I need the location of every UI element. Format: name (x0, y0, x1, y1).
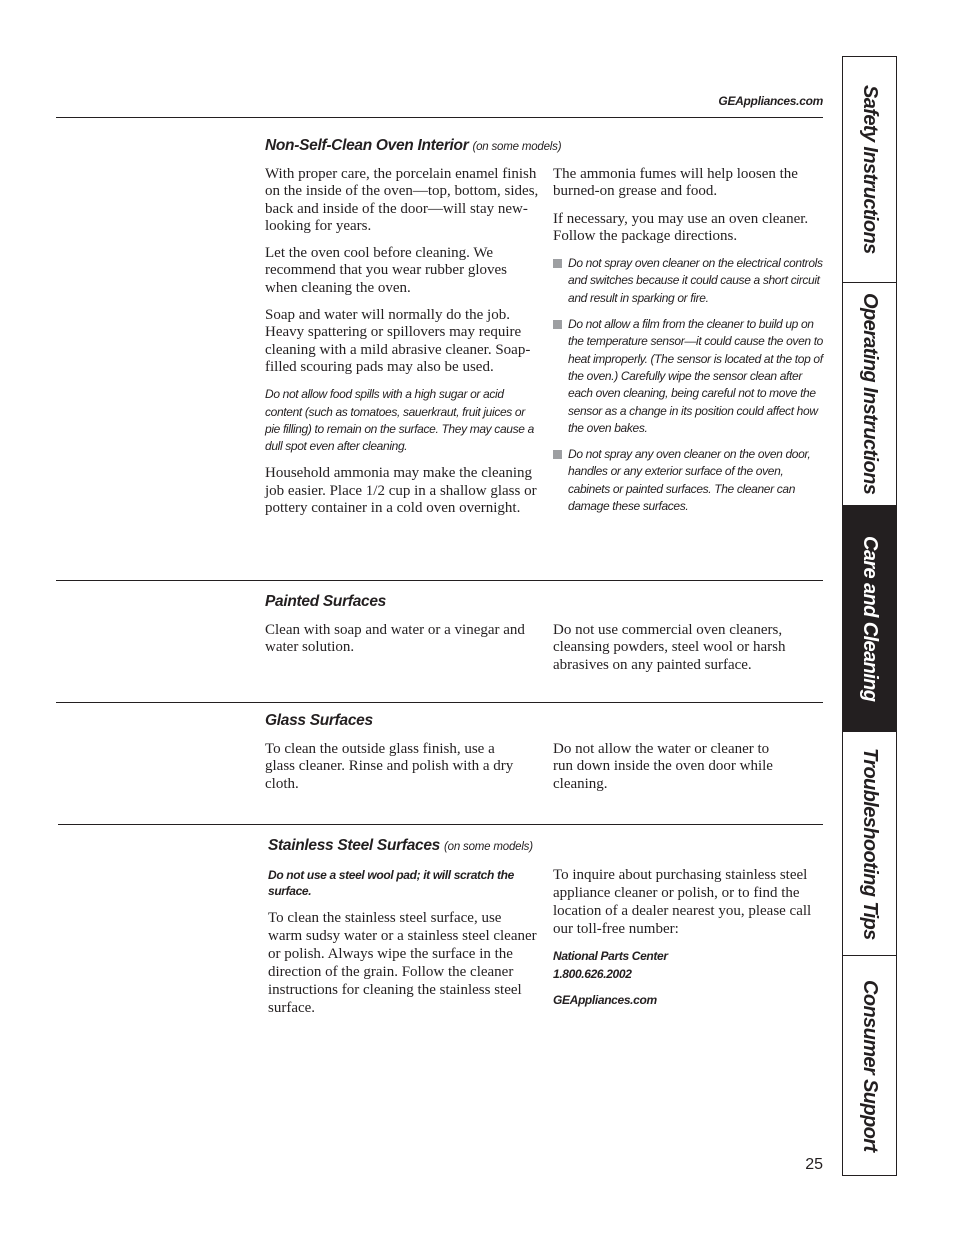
paragraph: Do not allow the water or cleaner to run down inside the oven door while cleaning. (553, 741, 773, 792)
section-title-text: Non-Self-Clean Oven Interior (265, 137, 469, 154)
painted-right-column (553, 622, 813, 684)
paragraph: To clean the outside glass finish, use a glass cleaner. Rinse and polish with a dry cloth. (265, 741, 514, 792)
square-bullet-icon (553, 259, 562, 268)
glass-left-column (265, 741, 520, 803)
tab-label: Care and Cleaning (859, 535, 881, 702)
paragraph: If necessary, you may use an oven cleaner. Follow the package directions. (553, 210, 809, 244)
glass-right-column (553, 741, 783, 803)
section-divider (56, 702, 823, 703)
section-divider (56, 117, 823, 118)
contact-website: GEAppliances.com (553, 993, 657, 1007)
tab-operating-instructions[interactable] (843, 283, 896, 506)
painted-left-column (265, 622, 533, 667)
paragraph: Clean with soap and water or a vinegar and water solution. (265, 622, 525, 656)
oven-interior-left-column (265, 166, 540, 527)
warning-text: Do not use a steel wool pad; it will scratch the surface. (268, 868, 514, 898)
stainless-left-column (268, 868, 538, 1027)
tab-label: Troubleshooting Tips (859, 747, 881, 940)
stainless-right-column (553, 866, 823, 1019)
section-title-stainless (268, 837, 533, 855)
tab-label: Safety Instructions (859, 85, 881, 254)
site-header-url: GEAppliances.com (718, 94, 823, 108)
bullet-text: Do not spray any oven cleaner on the oven door, handles or any exterior surface of the oven, cabinets or painted surfaces. The cleaner can damage these surfaces. (568, 447, 811, 514)
paragraph: Soap and water will normally do the job. Heavy spattering or spillovers may require cleaning with a mild abrasive cleaner. Soap-filled scouring pads may also be used. (265, 307, 531, 375)
bullet-item (553, 446, 825, 515)
tab-safety-instructions[interactable] (843, 57, 896, 283)
paragraph: Let the oven cool before cleaning. We recommend that you wear rubber gloves when cleaning the oven. (265, 245, 507, 296)
bullet-item (553, 316, 825, 437)
contact-phone: 1.800.626.2002 (553, 966, 632, 981)
section-tabs (842, 56, 897, 1176)
page-number: 25 (805, 1156, 823, 1173)
paragraph: To inquire about purchasing stainless steel appliance cleaner or polish, or to find the location of a dealer nearest you, please call our toll-free number: (553, 867, 812, 937)
section-title-glass: Glass Surfaces (265, 712, 373, 729)
section-title-text: Stainless Steel Surfaces (268, 837, 441, 854)
paragraph: The ammonia fumes will help loosen the burned-on grease and food. (553, 166, 798, 200)
caution-note: Do not allow food spills with a high sugar or acid content (such as tomatoes, sauerkraut, fruit juices or pie filling) to remain on the surface. They may cause a dull spot even after cleaning. (265, 387, 534, 454)
section-subtitle: (on some models) (472, 141, 562, 153)
square-bullet-icon (553, 450, 562, 459)
section-divider (58, 824, 823, 825)
oven-interior-right-column (553, 166, 825, 524)
contact-info (553, 948, 823, 983)
tab-troubleshooting-tips[interactable] (843, 732, 896, 956)
paragraph: To clean the stainless steel surface, use warm sudsy water or a stainless steel cleaner or polish. Always wipe the surface in the direction of the grain. Follow the cleaner instructions for cleaning the stainless steel surface. (268, 910, 537, 1016)
bullet-item (553, 255, 825, 307)
paragraph: Household ammonia may make the cleaning job easier. Place 1/2 cup in a shallow glass or pottery container in a cold oven overnight. (265, 465, 537, 517)
section-title-painted: Painted Surfaces (265, 593, 386, 610)
contact-name: National Parts Center (553, 949, 668, 963)
tab-label: Consumer Support (859, 979, 881, 1152)
bullet-text: Do not allow a film from the cleaner to build up on the temperature sensor—it could cause the oven to heat improperly. (The sensor is located at the top of the oven.) Carefully wipe the sensor clean after each oven cleaning, being careful not to move the sensor as a change in its position could affect how the oven bakes. (568, 317, 824, 435)
section-divider (56, 580, 823, 581)
tab-consumer-support[interactable] (843, 956, 896, 1175)
section-subtitle: (on some models) (444, 841, 533, 853)
tab-care-and-cleaning[interactable] (843, 506, 896, 732)
square-bullet-icon (553, 320, 562, 329)
paragraph: With proper care, the porcelain enamel finish on the inside of the oven—top, bottom, sides, back and inside of the door—will stay new-looking for years. (265, 166, 539, 234)
paragraph: Do not use commercial oven cleaners, cleansing powders, steel wool or harsh abrasives on any painted surface. (553, 622, 786, 673)
tab-label: Operating Instructions (859, 293, 881, 495)
bullet-text: Do not spray oven cleaner on the electrical controls and switches because it could cause a short circuit and result in sparking or fire. (568, 256, 823, 305)
section-title-oven-interior (265, 137, 561, 155)
